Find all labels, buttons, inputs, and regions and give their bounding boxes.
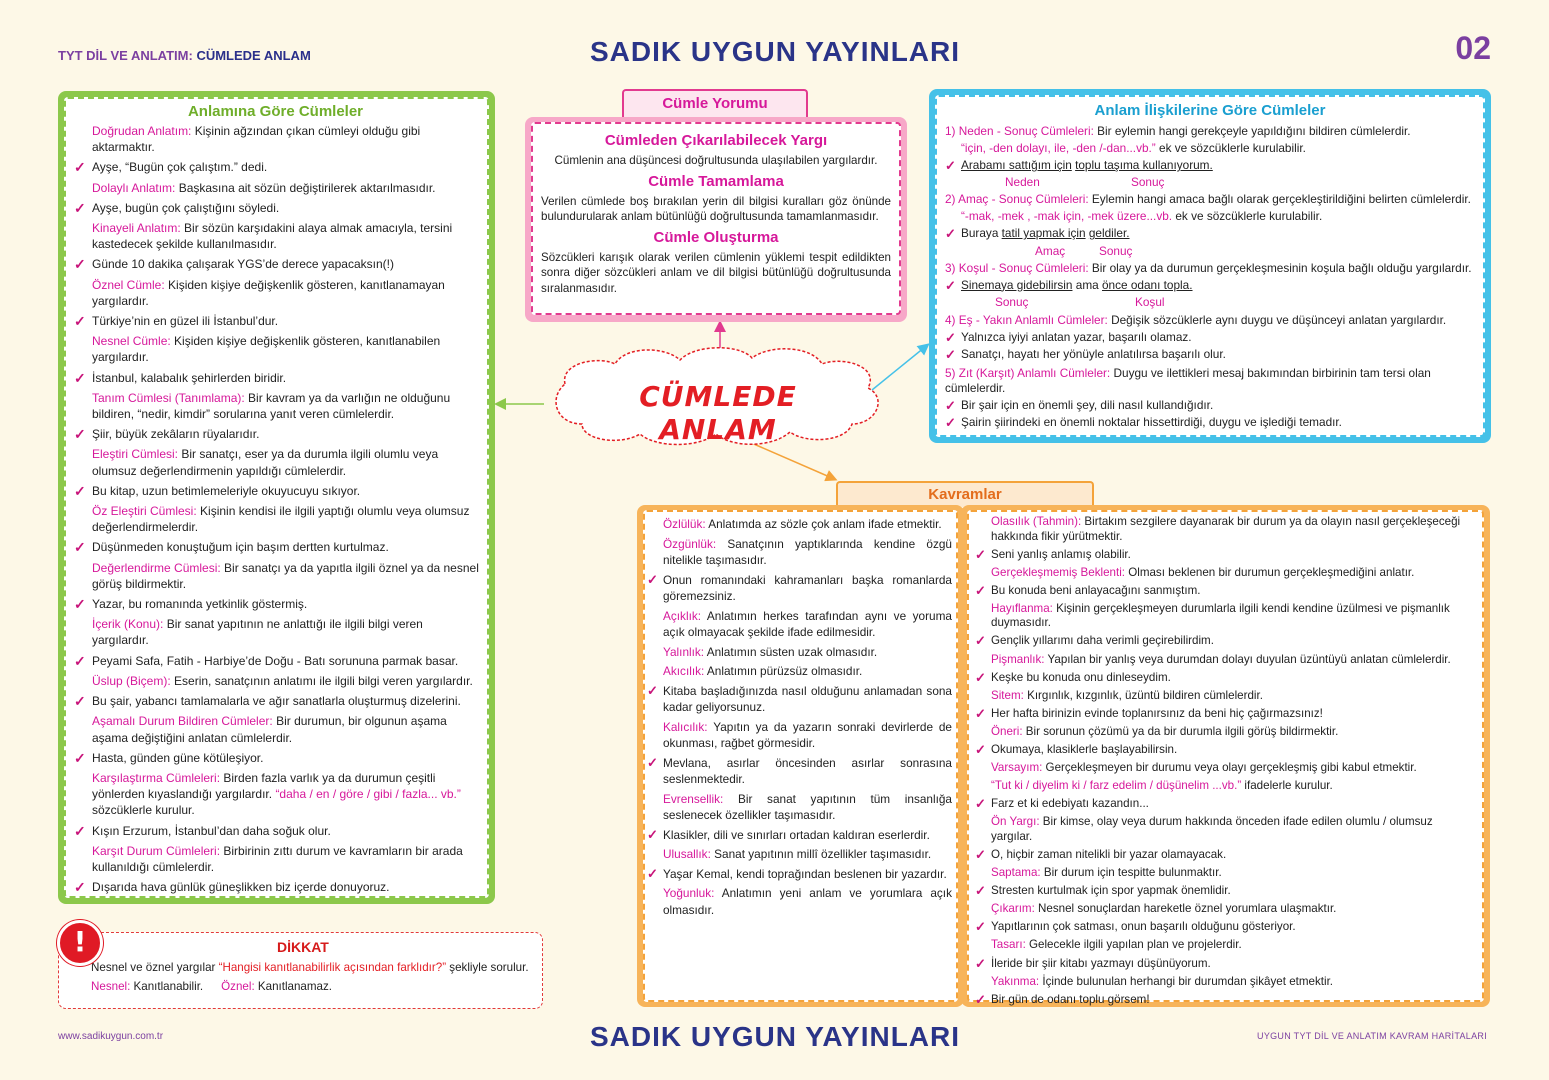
- kavram-right-item-example: [973, 548, 1476, 563]
- anlam-item-term: Üslup (Biçem):: [92, 673, 171, 688]
- kavram-right-item-example: [973, 743, 1476, 758]
- footer-brand: SADIK UYGUN YAYINLARI: [589, 1021, 961, 1052]
- anlam-item-example: [72, 596, 479, 612]
- anlam-item-text: Günde 10 dakika çalışarak YGS’de derece yapacaksın(!): [92, 257, 394, 272]
- iliski-s1-labels: Neden Sonuç: [1005, 175, 1165, 190]
- kavram-right-item-definition: [973, 866, 1476, 881]
- anlam-item-term: Eleştiri Cümlesi:: [92, 447, 179, 462]
- iliski-s4-example-1: ✓ Yalnızca iyiyi anlatan yazar, başarılı olamaz.: [945, 330, 1475, 346]
- kavram-right-item-text: Birtakım sezgilere dayanarak bir durum ya da olayın nasıl gerçekleşeceği hakkında fikir yürütmektir.: [991, 515, 1461, 543]
- yorum-tab: Cümle Yorumu: [622, 89, 808, 117]
- kavram-right-item-term: Pişmanlık:: [991, 652, 1045, 666]
- anlam-item-tail: sözcüklerle kurulur.: [92, 803, 195, 818]
- yorum-text-3: Sözcükleri karışık olarak verilen cümlenin yüklemi tespit edildikten sonra diğer sözcükleri anlam ve dil bilgisi bütünlüğü doğrultusunda sıralanmasıdır.: [541, 250, 891, 295]
- anlam-item-text: Dışarıda hava günlük güneşlikken biz içerde donuyoruz.: [92, 880, 390, 895]
- iliski-s3-labels: Sonuç Koşul: [995, 294, 1165, 309]
- anlam-item-term: Öz Eleştiri Cümlesi:: [92, 504, 197, 519]
- anlam-item-text: Kişiden kişiye değişkenlik gösteren, kanıtlanamayan yargılardır.: [92, 277, 445, 308]
- anlam-item-example: [72, 539, 479, 555]
- yorum-text-2: Verilen cümlede boş bırakılan yerin dil bilgisi kuralları göz önünde bulundurularak anlam bütünlüğü doğrultusunda tamamlanmasıdır.: [541, 194, 891, 223]
- kavram-right-item-text: Yapıtlarının çok satması, onun başarılı olduğunu gösteriyor.: [991, 920, 1296, 934]
- kavram-left-item-term: Ulusallık:: [663, 847, 711, 861]
- kavram-left-item-definition: [647, 663, 952, 680]
- kavram-right-item-definition: [973, 815, 1476, 844]
- iliski-s1-ekler: “için, -den dolayı, ile, -den /-dan...vb.” ek ve sözcüklerle kurulabilir.: [961, 141, 1306, 156]
- kavram-right-item-term: Hayıflanma:: [991, 601, 1053, 615]
- kavram-left-item-term: Akıcılık:: [663, 664, 705, 678]
- anlam-item-text: Kişinin ağzından çıkan cümleyi olduğu gibi aktarmaktır.: [92, 124, 421, 155]
- kavram-left-item-definition: [647, 608, 952, 641]
- kavram-right-item-text: Kırgınlık, kızgınlık, üzüntü bildiren cümlelerdir.: [1023, 688, 1263, 702]
- kavram-right-item-text: Bir gün de odanı toplu görsem!: [991, 992, 1150, 1006]
- kavram-left-item-term: Yoğunluk:: [663, 886, 715, 900]
- kavram-right-item-text: Kişinin gerçekleşmeyen durumlarla ilgili kendi kendine üzülmesi ve pişmanlık duymasıdır.: [991, 601, 1450, 630]
- kavram-right-item-definition: [973, 602, 1476, 631]
- kavram-left-item-definition: [647, 536, 952, 569]
- kavram-right-item-example: [973, 584, 1476, 599]
- kavram-right-item-term: Öneri:: [991, 724, 1023, 738]
- kavram-right-item-text: Bir sorunun çözümü ya da bir durumla ilgili görüş bildirmektir.: [1022, 724, 1339, 738]
- anlam-item-example: [72, 370, 479, 386]
- anlam-item-definition: [72, 390, 479, 422]
- anlam-item-term: Karşıt Durum Cümleleri:: [92, 843, 221, 858]
- yorum-panel: [531, 122, 901, 315]
- kavram-right-item-text: Gerçekleşmeyen bir durumu veya olayı gerçekleşmiş gibi kabul etmektir.: [1042, 761, 1417, 775]
- anlam-item-example: [72, 256, 479, 272]
- kavram-right-item-definition: [973, 779, 1476, 794]
- page-number: 02: [1455, 30, 1491, 66]
- kavram-left-item-term: Açıklık:: [663, 608, 702, 623]
- iliski-s3-def: 3) Koşul - Sonuç Cümleleri: Bir olay ya da durumun gerçekleşmesinin koşula bağlı olduğu yargılardır.: [945, 260, 1472, 275]
- kavram-left-item-definition: [647, 719, 952, 752]
- kavram-right-item-term: Yakınma:: [991, 974, 1040, 988]
- kavram-left-item-example: [647, 572, 952, 605]
- footer-url[interactable]: www.sadikuygun.com.tr: [58, 1031, 164, 1042]
- kavramlar-left: [643, 510, 958, 1002]
- anlam-item-definition: [72, 277, 479, 309]
- kavram-left-item-example: [647, 755, 952, 788]
- kavram-right-item-text: Farz et ki edebiyatı kazandın...: [991, 797, 1149, 811]
- kavram-left-item-text: Yapıtın ya da yazarın sonraki devirlerde de okunması, rağbet görmesidir.: [663, 719, 952, 750]
- anlam-item-term: Nesnel Cümle:: [92, 334, 171, 349]
- kavram-right-item-text: Bir kimse, olay veya durum hakkında önceden ifade edilen olumlu / olumsuz yargılar.: [991, 815, 1433, 843]
- iliski-panel: [935, 95, 1485, 437]
- dikkat-title: DİKKAT: [277, 939, 329, 955]
- anlam-item-text: Bir sözün karşıdakini alaya almak amacıyla, tersini kastedecek şekilde kullanılmasıdır.: [92, 221, 453, 252]
- kavram-right-item-term: Tasarı:: [991, 938, 1026, 952]
- anlam-item-definition: [72, 673, 479, 689]
- kavram-right-item-term: Gerçekleşmemiş Beklenti:: [991, 565, 1126, 579]
- kavram-right-item-example: [973, 848, 1476, 863]
- anlam-item-text: Bir durumun, bir olgunun aşama aşama değiştiğini anlatan cümlelerdir.: [92, 714, 447, 745]
- left-panel-list: [72, 123, 479, 895]
- kavram-left-item-term: Evrensellik:: [663, 791, 724, 806]
- dikkat-line-1: Nesnel ve öznel yargılar “Hangisi kanıtlanabilirlik açısından farklıdır?” şekliyle sorulur.: [91, 961, 529, 974]
- anlam-item-example: [72, 879, 479, 895]
- kavram-right-item-definition: [973, 515, 1476, 544]
- kavram-left-item-text: Sanat yapıtının millî özellikler taşımasıdır.: [710, 847, 932, 861]
- anlam-item-text: Başkasına ait sözün değiştirilerek aktarılmasıdır.: [175, 180, 436, 195]
- kavram-right-item-definition: [973, 653, 1476, 668]
- iliski-s3-example: ✓ Sinemaya gidebilirsin ama önce odanı topla.: [945, 278, 1475, 294]
- kavram-left-item-example: [647, 827, 952, 844]
- kavram-right-item-text: ifadelerle kurulur.: [1241, 779, 1333, 793]
- anlam-item-term: İçerik (Konu):: [92, 617, 164, 632]
- kavram-right-item-example: [973, 634, 1476, 649]
- anlam-item-text: Türkiye’nin en güzel ili İstanbul’dur.: [92, 314, 279, 329]
- anlam-item-term: Karşılaştırma Cümleleri:: [92, 770, 221, 785]
- anlam-item-definition: [72, 770, 479, 819]
- anlam-item-text: Şiir, büyük zekâların rüyalarıdır.: [92, 427, 260, 442]
- kavramlar-right: [967, 510, 1484, 1006]
- anlam-item-text: Eserin, sanatçının anlatımı ile ilgili bilgi veren yargılardır.: [170, 673, 473, 688]
- kavram-left-item-text: Anlatımın pürüzsüz olmasıdır.: [704, 664, 863, 678]
- kavram-right-item-term: Varsayım:: [991, 761, 1043, 775]
- anlam-item-definition: [72, 616, 479, 648]
- footer-series: UYGUN TYT DİL VE ANLATIM KAVRAM HARİTALARI: [1257, 1031, 1487, 1041]
- kavram-right-item-text: Bu konuda beni anlayacağını sanmıştım.: [991, 583, 1201, 597]
- kavram-left-item-example: [647, 683, 952, 716]
- anlam-item-text: Kişiden kişiye değişkenlik gösteren, kanıtlanabilen yargılardır.: [92, 334, 441, 365]
- kavram-left-item-example: [647, 866, 952, 883]
- kavram-left-item-text: Mevlana, asırlar öncesinden asırlar sonrasına seslenmektedir.: [663, 755, 952, 786]
- iliski-s2-example: ✓ Buraya tatil yapmak için geldiler.: [945, 226, 1475, 242]
- kavram-right-item-example: [973, 671, 1476, 686]
- kavram-right-item-example: [973, 993, 1476, 1008]
- kavram-left-item-term: Yalınlık:: [663, 644, 705, 659]
- anlam-item-text: Peyami Safa, Fatih - Harbiye’de Doğu - Batı sorununa parmak basar.: [92, 653, 459, 668]
- anlam-item-definition: [72, 180, 479, 196]
- left-panel: [64, 97, 489, 898]
- kavram-left-item-text: Anlatımın süsten uzak olmasıdır.: [704, 644, 878, 659]
- anlam-item-text: Birden fazla varlık ya da durumun çeşitli yönlerden kıyaslandığı yargılardır.: [92, 770, 436, 802]
- kavram-right-item-text: Nesnel sonuçlardan hareketle öznel yorumlara ulaşmaktır.: [1034, 902, 1337, 916]
- yorum-heading-2: Cümle Tamamlama: [648, 172, 784, 190]
- subject-prefix: TYT DİL VE ANLATIM:: [58, 48, 193, 63]
- dikkat-line-2: Nesnel: Kanıtlanabilir. Öznel: Kanıtlanamaz.: [91, 980, 333, 993]
- kavram-right-item-term: Ön Yargı:: [991, 815, 1040, 829]
- iliski-s1-def: 1) Neden - Sonuç Cümleleri: Bir eylemin hangi gerekçeyle yapıldığını bildiren cümlelerdir.: [945, 124, 1411, 138]
- kavram-left-item-text: Anlatımın yeni anlam ve yorumlara açık olmasıdır.: [663, 886, 952, 917]
- anlam-item-text: Yazar, bu romanında yetkinlik göstermiş.: [92, 597, 308, 612]
- kavram-left-item-term: Özgünlük:: [663, 536, 717, 551]
- kavram-right-item-term: Sitem:: [991, 688, 1024, 702]
- kavram-right-item-term: Saptama:: [991, 866, 1041, 880]
- iliski-s2-ekler: “-mak, -mek , -mak için, -mek üzere...vb. ek ve sözcüklerle kurulabilir.: [961, 209, 1323, 224]
- iliski-s5-def: 5) Zıt (Karşıt) Anlamlı Cümleler: Duygu ve ilettikleri mesaj bakımından birbirinin tam tersi olan cümlelerdir.: [945, 365, 1431, 396]
- anlam-item-example: [72, 750, 479, 766]
- iliski-s4-example-2: ✓ Sanatçı, hayatı her yönüyle anlatılırsa başarılı olur.: [945, 347, 1475, 363]
- anlam-item-definition: [72, 503, 479, 535]
- kavram-left-item-term: Özlülük:: [663, 517, 706, 531]
- anlam-item-text: Bu şair, yabancı tamlamalarla ve ağır sanatlarla oluşturmuş dizelerini.: [92, 694, 461, 709]
- kavram-right-item-example: [973, 920, 1476, 935]
- anlam-item-example: [72, 200, 479, 216]
- kavram-right-item-text: Seni yanlış anlamış olabilir.: [991, 547, 1131, 561]
- anlam-item-term: Dolaylı Anlatım:: [92, 180, 176, 195]
- anlam-item-text: Bir kavram ya da varlığın ne olduğunu bildiren, “nedir, kimdir” sorularına yanıt veren cümlelerdir.: [92, 390, 451, 422]
- kavram-left-item-definition: [647, 644, 952, 661]
- anlam-item-term: Aşamalı Durum Bildiren Cümleler:: [92, 714, 273, 729]
- iliski-s2-labels: Amaç Sonuç: [1035, 243, 1133, 258]
- anlam-item-text: İstanbul, kalabalık şehirlerden biridir.: [92, 370, 287, 385]
- kavram-right-item-text: İçinde bulunulan herhangi bir durumdan şikâyet etmektir.: [1039, 974, 1334, 988]
- anlam-item-definition: [72, 843, 479, 875]
- anlam-item-text: Bu kitap, uzun betimlemeleriyle okuyucuyu sıkıyor.: [92, 483, 361, 498]
- kavram-left-item-text: Kitaba başladığınızda nasıl olduğunu anlamadan sona kadar geliyorsunuz.: [663, 683, 952, 714]
- anlam-item-text: Bir sanatçı ya da yapıtla ilgili öznel ya da nesnel görüş bildirmektir.: [92, 560, 479, 591]
- anlam-item-text: Bir sanat yapıtının ne anlattığı ile ilgili bilgi veren yargılardır.: [92, 617, 423, 648]
- kavram-left-item-term: Kalıcılık:: [663, 719, 708, 734]
- kavram-right-item-text: Stresten kurtulmak için spor yapmak önemlidir.: [991, 884, 1231, 898]
- kavram-right-item-example: [973, 797, 1476, 812]
- anlam-item-text: Bir sanatçı, eser ya da durumla ilgili olumlu veya olumsuz değerlendirmenin yapıldığı cümlelerdir.: [92, 447, 439, 478]
- anlam-item-definition: [72, 123, 479, 155]
- anlam-item-example: [72, 313, 479, 329]
- yorum-heading-1: Cümleden Çıkarılabilecek Yargı: [604, 132, 828, 149]
- kavram-right-item-example: [973, 884, 1476, 899]
- kavram-right-item-text: Gelecekle ilgili yapılan plan ve projelerdir.: [1025, 938, 1242, 952]
- kavram-right-item-term: Olasılık (Tahmin):: [991, 515, 1082, 528]
- anlam-item-definition: [72, 333, 479, 365]
- subject-title: CÜMLEDE ANLAM: [196, 48, 311, 63]
- kavram-right-item-text: Okumaya, klasiklerle başlayabilirsin.: [991, 743, 1178, 757]
- kavram-right-item-term: “Tut ki / diyelim ki / farz edelim / düşünelim ...vb.”: [991, 779, 1242, 793]
- kavram-right-item-text: Her hafta birinizin evinde toplanırsınız da beni hiç çağırmazsınız!: [991, 706, 1323, 720]
- kavram-right-item-definition: [973, 902, 1476, 917]
- kavram-right-item-definition: [973, 689, 1476, 704]
- anlam-item-example: [72, 653, 479, 669]
- kavram-right-item-text: Bir durum için tespitte bulunmaktır.: [1040, 866, 1222, 880]
- kavram-left-item-definition: [647, 846, 952, 863]
- yorum-heading-3: Cümle Oluşturma: [653, 228, 779, 246]
- center-title: CÜMLEDE ANLAM: [639, 380, 797, 446]
- kavram-right-item-definition: [973, 938, 1476, 953]
- kavram-left-item-text: Onun romanındaki kahramanları başka romanlarda göremezsiniz.: [663, 572, 952, 603]
- header-brand: SADIK UYGUN YAYINLARI: [589, 36, 961, 67]
- anlam-item-term: Doğrudan Anlatım:: [92, 124, 192, 138]
- anlam-item-example: [72, 823, 479, 839]
- kavram-left-item-text: Klasikler, dili ve sınırları ortadan kaldıran eserlerdir.: [663, 827, 930, 842]
- yorum-text-1: Cümlenin ana düşüncesi doğrultusunda ulaşılabilen yargılardır.: [554, 154, 878, 167]
- anlam-item-text: Düşünmeden konuştuğum için başım dertten kurtulmaz.: [92, 540, 389, 555]
- anlam-item-definition: [72, 220, 479, 252]
- anlam-item-example: [72, 426, 479, 442]
- kavram-right-item-example: [973, 707, 1476, 722]
- kavram-left-item-text: Anlatımda az sözle çok anlam ifade etmektir.: [705, 517, 942, 531]
- iliski-s5-example-2: ✓ Şairin şiirindeki en önemli noktalar hissettirdiği, duygu ve işlediği temadır.: [945, 415, 1475, 431]
- anlam-item-example: [72, 693, 479, 709]
- anlam-item-text: Kişinin kendisi ile ilgili yaptığı olumlu veya olumsuz değerlendirmelerdir.: [92, 504, 470, 535]
- kavram-left-item-definition: [647, 885, 952, 918]
- iliski-s5-example-1: ✓ Bir şair için en önemli şey, dili nasıl kullandığıdır.: [945, 398, 1475, 414]
- anlam-item-text: Hasta, günden güne kötüleşiyor.: [92, 750, 264, 765]
- kavram-right-item-term: Çıkarım:: [991, 902, 1035, 916]
- kavram-right-item-text: Yapılan bir yanlış veya durumdan dolayı duyulan üzüntüyü anlatan cümlelerdir.: [1044, 652, 1451, 666]
- kavram-left-item-definition: [647, 791, 952, 824]
- iliski-s2-def: 2) Amaç - Sonuç Cümleleri: Eylemin hangi amaca bağlı olarak gerçekleştirildiğini belirten cümlelerdir.: [945, 192, 1471, 207]
- anlam-item-text: Ayşe, “Bugün çok çalıştım.” dedi.: [92, 160, 268, 175]
- kavram-right-item-example: [973, 957, 1476, 972]
- iliski-panel-title: Anlam İlişkilerine Göre Cümleler: [1094, 102, 1326, 119]
- anlam-item-quote: “daha / en / göre / gibi / fazla... vb.”: [275, 787, 461, 802]
- iliski-s4-def: 4) Eş - Yakın Anlamlı Cümleler: Değişik sözcüklerle aynı duygu ve düşünceyi anlatan yargılardır.: [945, 312, 1447, 327]
- anlam-item-definition: [72, 560, 479, 592]
- kavram-right-item-text: Gençlik yıllarımı daha verimli geçirebilirdim.: [991, 634, 1214, 648]
- kavram-left-item-text: Yaşar Kemal, kendi toprağından beslenen bir yazardır.: [663, 866, 947, 881]
- anlam-item-term: Kinayeli Anlatım:: [92, 221, 181, 236]
- kavram-right-item-text: İleride bir şiir kitabı yazmayı düşünüyorum.: [991, 956, 1211, 970]
- kavramlar-tab: Kavramlar: [836, 481, 1094, 507]
- anlam-item-text: Kışın Erzurum, İstanbul’dan daha soğuk olur.: [92, 823, 331, 838]
- kavram-right-item-definition: [973, 566, 1476, 581]
- kavram-left-item-text: Sanatçının yaptıklarında kendine özgü nitelikle taşımasıdır.: [663, 536, 952, 567]
- kavram-left-item-text: Bir sanat yapıtının tüm insanlığa seslenecek özellikler taşımasıdır.: [663, 791, 952, 822]
- anlam-item-text: Birbirinin zıttı durum ve kavramların bir arada kullanıldığı cümlelerdir.: [92, 843, 463, 874]
- anlam-item-text: Ayşe, bugün çok çalıştığını söyledi.: [92, 200, 280, 215]
- anlam-item-term: Değerlendirme Cümlesi:: [92, 560, 221, 575]
- anlam-item-example: [72, 483, 479, 499]
- kavram-left-item-definition: [647, 516, 952, 533]
- anlam-item-definition: [72, 713, 479, 745]
- kavram-right-item-definition: [973, 975, 1476, 990]
- anlam-item-example: [72, 159, 479, 175]
- dikkat-box: [58, 932, 543, 1009]
- iliski-s1-example: ✓ Arabamı sattığım için toplu taşıma kullanıyorum.: [945, 158, 1475, 174]
- warning-icon: !: [57, 920, 103, 966]
- kavram-right-item-definition: [973, 761, 1476, 776]
- kavram-right-item-text: Olması beklenen bir durumun gerçekleşmediğini anlatır.: [1125, 565, 1415, 579]
- anlam-item-term: Tanım Cümlesi (Tanımlama):: [92, 390, 245, 405]
- kavram-left-item-text: Anlatımın herkes tarafından aynı ve yoruma açık olmayacak şekilde ifade edilmesidir.: [663, 608, 952, 639]
- left-panel-title: Anlamına Göre Cümleler: [187, 103, 364, 120]
- anlam-item-term: Öznel Cümle:: [92, 277, 165, 292]
- kavram-right-item-definition: [973, 725, 1476, 740]
- kavram-right-item-text: O, hiçbir zaman nitelikli bir yazar olamayacak.: [991, 848, 1227, 861]
- kavram-right-item-text: Keşke bu konuda onu dinleseydim.: [991, 670, 1171, 684]
- anlam-item-definition: [72, 446, 479, 478]
